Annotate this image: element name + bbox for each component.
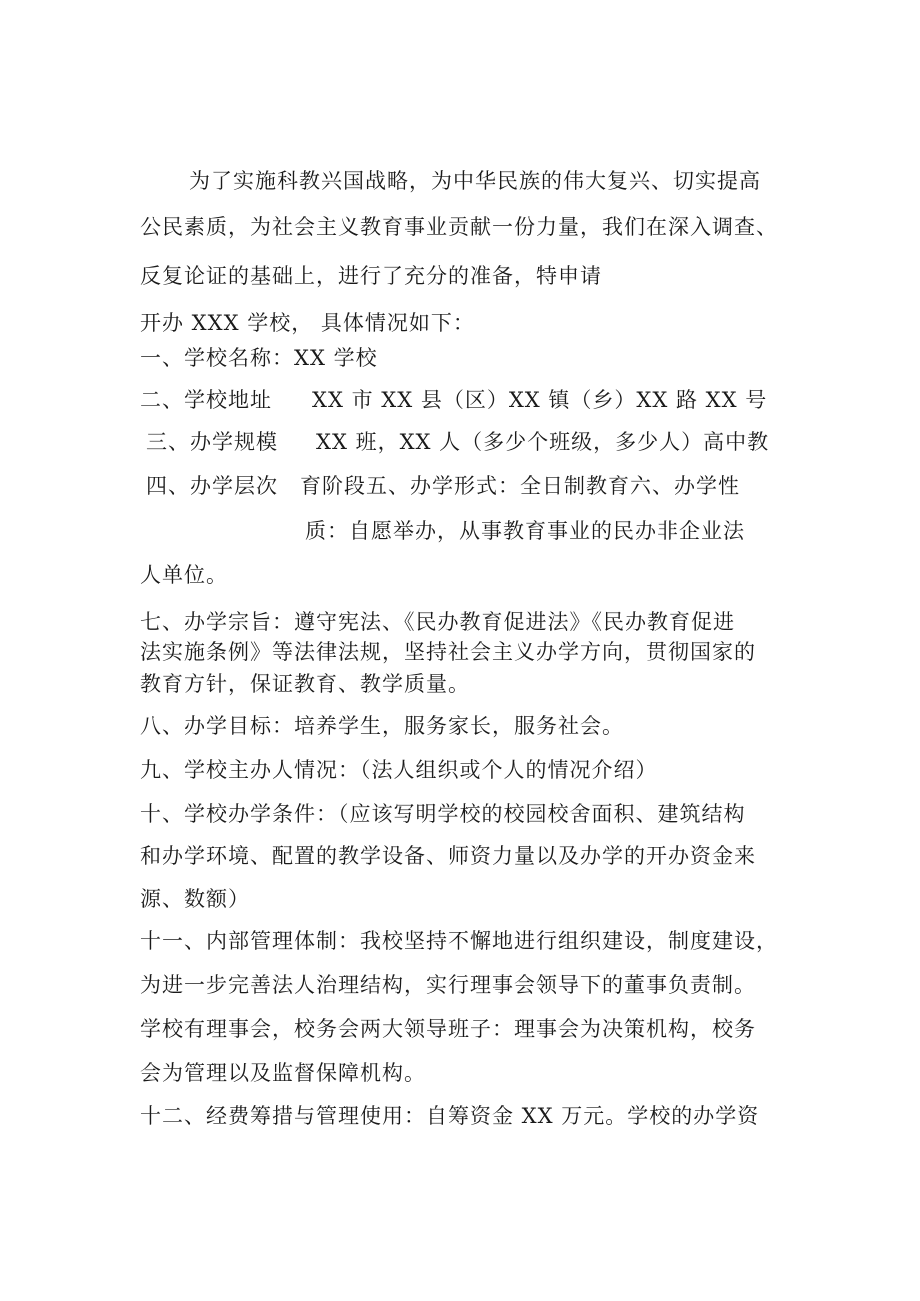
paragraph-line: 质：自愿举办，从事教育事业的民办非企业法 [305, 519, 745, 543]
paragraph-line: 教育方针，保证教育、教学质量。 [140, 672, 470, 696]
paragraph-line: 十、学校办学条件：（应该写明学校的校园校舍面积、建筑结构 [140, 802, 746, 826]
paragraph-line: 为进一步完善法人治理结构，实行理事会领导下的董事负责制。 [140, 973, 756, 997]
section-value: XX 班，XX 人（多少个班级，多少人）高中教 [316, 430, 770, 454]
section-label: 四、办学层次 [146, 474, 278, 498]
section-line: 九、学校主办人情况：（法人组织或个人的情况介绍） [140, 758, 658, 782]
paragraph-line: 和办学环境、配置的教学设备、师资力量以及办学的开办资金来 [140, 844, 756, 868]
paragraph-line: 十二、经费筹措与管理使用：自筹资金 XX 万元。学校的办学资 [140, 1104, 760, 1128]
paragraph-line: 为了实施科教兴国战略，为中华民族的伟大复兴、切实提高 [189, 169, 761, 193]
paragraph-line: 法实施条例》等法律法规，坚持社会主义办学方向，贯彻国家的 [140, 640, 756, 664]
paragraph-line: 公民素质，为社会主义教育事业贡献一份力量，我们在深入调查、 [140, 215, 778, 239]
section-value: 育阶段五、办学形式：全日制教育六、办学性 [300, 474, 740, 498]
paragraph-line: 十一、内部管理体制：我校坚持不懈地进行组织建设，制度建设， [140, 929, 778, 953]
paragraph-line: 会为管理以及监督保障机构。 [140, 1061, 426, 1085]
paragraph-line: 反复论证的基础上，进行了充分的准备，特申请 [140, 264, 602, 288]
paragraph-line: 开办 XXX 学校， 具体情况如下： [140, 311, 475, 335]
section-line: 一、学校名称：XX 学校 [140, 346, 378, 370]
paragraph-line: 源、数额） [140, 887, 250, 911]
section-value: XX 市 XX 县（区）XX 镇（乡）XX 路 XX 号 [312, 388, 768, 412]
paragraph-line: 七、办学宗旨：遵守宪法、《民办教育促进法》《民办教育促进 [140, 610, 735, 634]
section-line: 八、办学目标：培养学生，服务家长，服务社会。 [140, 714, 624, 738]
paragraph-line: 学校有理事会，校务会两大领导班子：理事会为决策机构，校务 [140, 1017, 756, 1041]
section-label: 三、办学规模 [146, 430, 278, 454]
section-label: 二、学校地址 [140, 388, 272, 412]
paragraph-line: 人单位。 [140, 563, 228, 587]
